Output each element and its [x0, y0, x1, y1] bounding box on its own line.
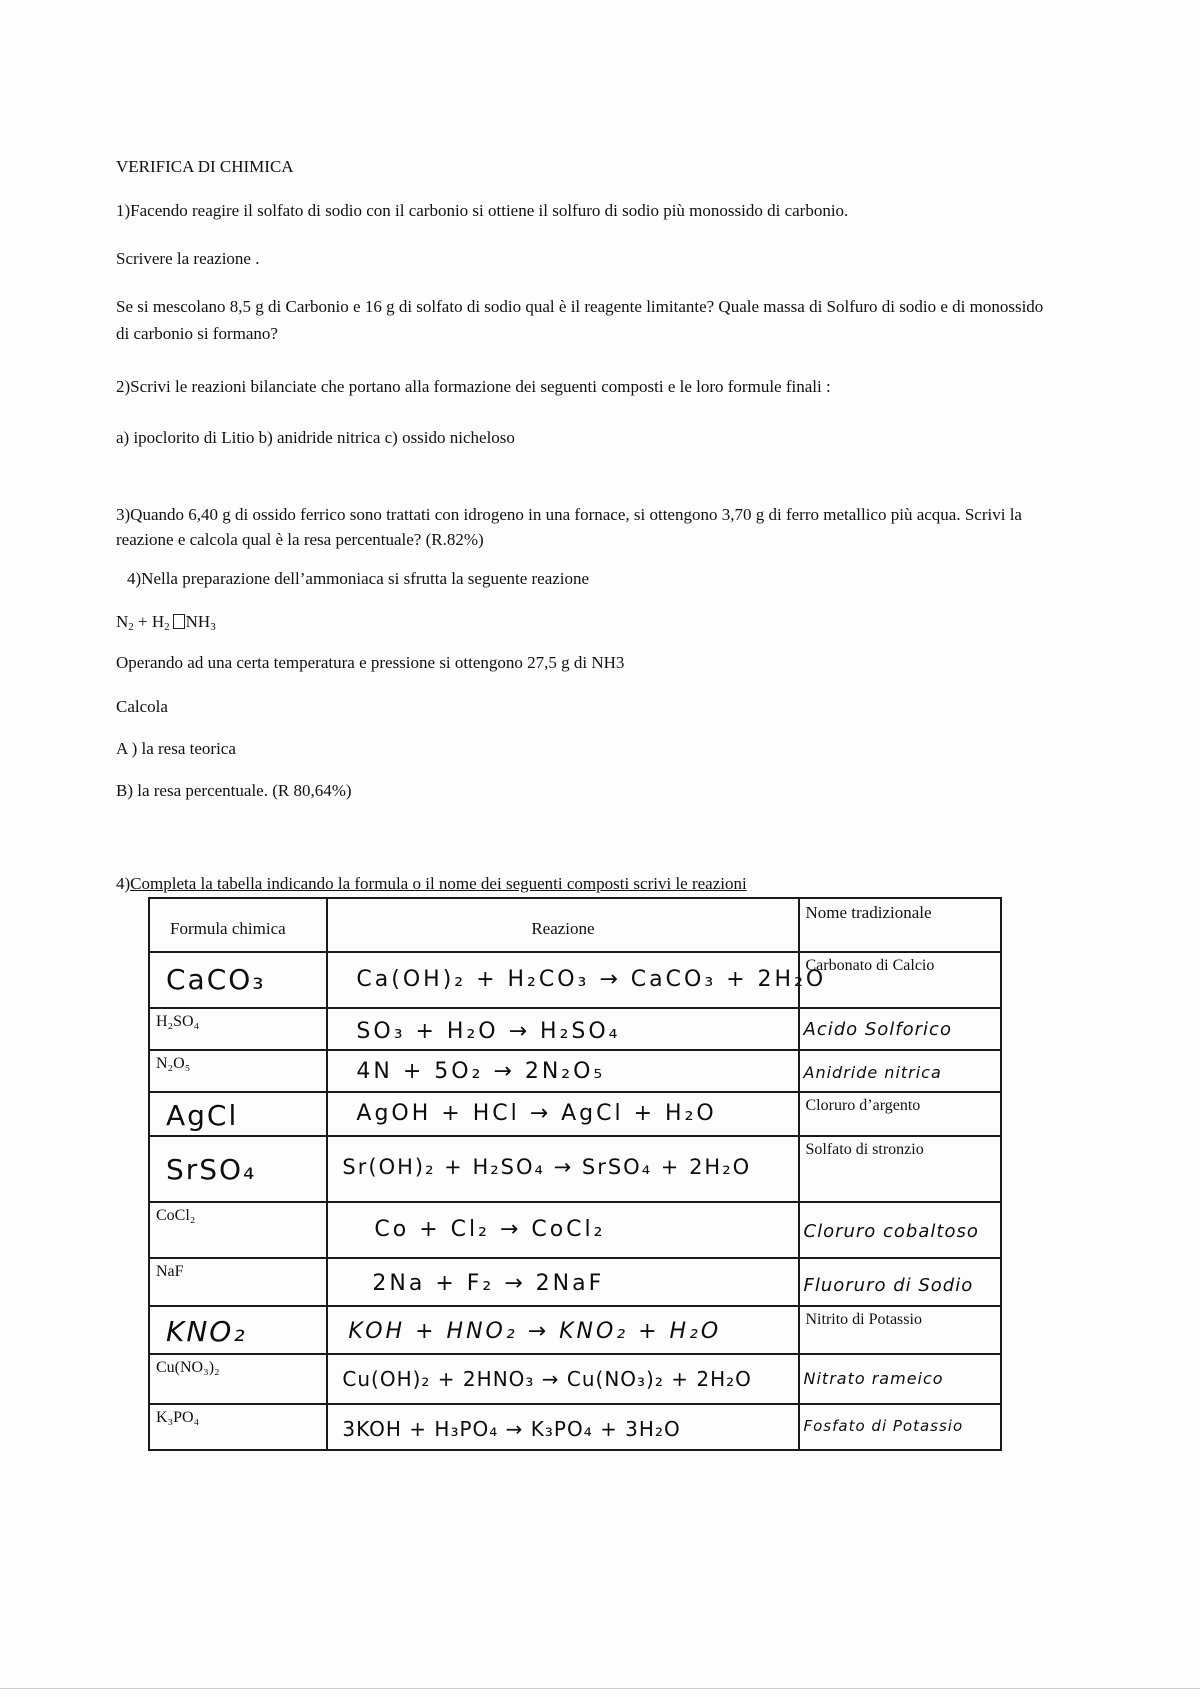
q3-text: 3)Quando 6,40 g di ossido ferrico sono trattati con idrogeno in una fornace, si ottengono 3,70 g di ferro metallico più acqua. Scrivi la reazione e calcola qual è la resa percentuale? (R.82%): [116, 505, 1022, 549]
name-cell: Solfato di stronzio: [799, 1136, 1002, 1202]
reaction-nh-sub: 3: [210, 621, 216, 633]
reaction-cell: Ca(OH)₂ + H₂CO₃ → CaCO₃ + 2H₂O: [327, 952, 798, 1008]
reaction-cell: SO₃ + H₂O → H₂SO₄: [327, 1008, 798, 1050]
q4-intro: 4)Nella preparazione dell’ammoniaca si sfrutta la seguente reazione: [127, 569, 590, 588]
reaction-cell: 4N + 5O₂ → 2N₂O₅: [327, 1050, 798, 1092]
table-header-row: [149, 898, 1001, 952]
name-cell: Cloruro d’argento: [799, 1092, 1002, 1136]
q5-heading: [116, 873, 747, 895]
name-cell: Acido Solforico: [799, 1008, 1002, 1050]
missing-glyph-box: [173, 614, 185, 629]
reaction-h-sub: 2: [164, 621, 170, 633]
scan-edge-line: [0, 1688, 1200, 1689]
reaction-cell: KOH + HNO₂ → KNO₂ + H₂O: [327, 1306, 798, 1354]
formula-cell: K₃PO₄: [149, 1404, 327, 1450]
table-row: [149, 1258, 1001, 1306]
reaction-nh: NH: [185, 612, 211, 631]
formula-cell: CaCO₃: [149, 952, 327, 1008]
header-name: Nome tradizionale: [799, 898, 1002, 952]
header-formula: Formula chimica: [149, 898, 327, 952]
reaction-cell: Cu(OH)₂ + 2HNO₃ → Cu(NO₃)₂ + 2H₂O: [327, 1354, 798, 1404]
name-cell: Fosfato di Potassio: [799, 1404, 1002, 1450]
reaction-cell: 2Na + F₂ → 2NaF: [327, 1258, 798, 1306]
q5-text: Completa la tabella indicando la formula o il nome dei seguenti composti scrivi le reazioni: [130, 874, 747, 893]
name-cell: Nitrato rameico: [799, 1354, 1002, 1404]
formula-cell: NaF: [149, 1258, 327, 1306]
name-cell: Carbonato di Calcio: [799, 952, 1002, 1008]
q4-reaction: [116, 611, 216, 633]
table-row: [149, 1354, 1001, 1404]
formula-cell: SrSO₄: [149, 1136, 327, 1202]
q2-line1: 2)Scrivi le reazioni bilanciate che portano alla formazione dei seguenti composti e le loro formule finali :: [116, 377, 831, 396]
reaction-n-sub: 2: [128, 621, 134, 633]
formula-cell: H₂SO₄: [149, 1008, 327, 1050]
q4-line6: B) la resa percentuale. (R 80,64%): [116, 781, 352, 800]
formula-cell: N₂O₅: [149, 1050, 327, 1092]
q4-line4: Calcola: [116, 697, 168, 716]
table-row: [149, 1306, 1001, 1354]
reaction-cell: AgOH + HCl → AgCl + H₂O: [327, 1092, 798, 1136]
header-reaction: Reazione: [327, 898, 798, 952]
table-row: [149, 1136, 1001, 1202]
name-cell: Cloruro cobaltoso: [799, 1202, 1002, 1258]
formula-cell: KNO₂: [149, 1306, 327, 1354]
table-row: [149, 1092, 1001, 1136]
q1-line1: 1)Facendo reagire il solfato di sodio con il carbonio si ottiene il solfuro di sodio più monossido di carbonio.: [116, 201, 849, 220]
reaction-cell: 3KOH + H₃PO₄ → K₃PO₄ + 3H₂O: [327, 1404, 798, 1450]
q4-line5: A ) la resa teorica: [116, 739, 236, 758]
name-cell: Anidride nitrica: [799, 1050, 1002, 1092]
reaction-cell: Sr(OH)₂ + H₂SO₄ → SrSO₄ + 2H₂O: [327, 1136, 798, 1202]
table-row: [149, 952, 1001, 1008]
reaction-plus-h: + H: [133, 612, 165, 631]
reaction-n: N: [116, 612, 129, 631]
table-row: [149, 1202, 1001, 1258]
q1-line2: Scrivere la reazione .: [116, 249, 260, 268]
formula-cell: CoCl₂: [149, 1202, 327, 1258]
page-title: VERIFICA DI CHIMICA: [116, 157, 294, 176]
name-cell: Fluoruro di Sodio: [799, 1258, 1002, 1306]
table-row: [149, 1404, 1001, 1450]
q1-line3: Se si mescolano 8,5 g di Carbonio e 16 g di solfato di sodio qual è il reagente limitante? Quale massa di Solfuro di sodio e di monossido di carbonio si formano?: [116, 297, 1044, 343]
compounds-table: [148, 897, 1002, 1451]
q2-line2: a) ipoclorito di Litio b) anidride nitrica c) ossido nicheloso: [116, 428, 515, 447]
q5-prefix: 4): [116, 874, 131, 893]
formula-cell: AgCl: [149, 1092, 327, 1136]
table-row: [149, 1008, 1001, 1050]
table-row: [149, 1050, 1001, 1092]
formula-cell: Cu(NO₃)₂: [149, 1354, 327, 1404]
name-cell: Nitrito di Potassio: [799, 1306, 1002, 1354]
reaction-cell: Co + Cl₂ → CoCl₂: [327, 1202, 798, 1258]
q4-line3: Operando ad una certa temperatura e pressione si ottengono 27,5 g di NH3: [116, 653, 625, 672]
